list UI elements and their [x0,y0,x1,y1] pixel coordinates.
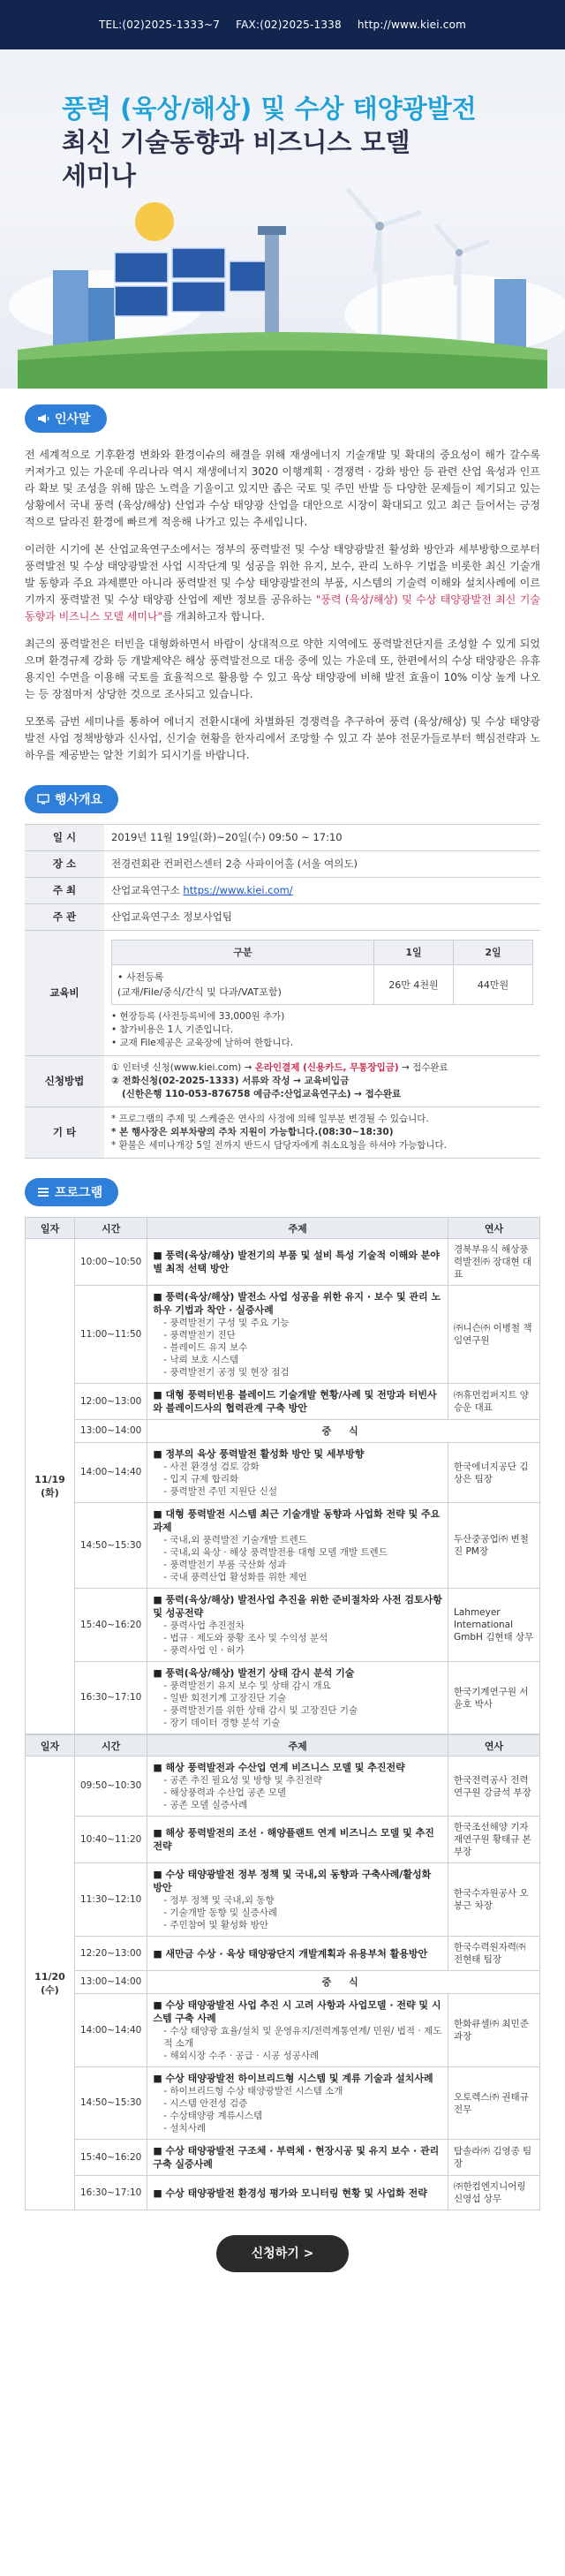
apply-method-row [25,1056,540,1107]
program-time: 11:30~12:10 [75,1863,147,1937]
program-speaker: Lahmeyer International GmbH 김현태 상무 [448,1589,540,1662]
program-topic-item: - 국내 풍력산업 활성화를 위한 제언 [163,1572,307,1583]
program-topic [147,1239,448,1286]
program-speaker: ㈜한컴엔지니어링 신영섭 상무 [448,2176,540,2210]
program-row [26,1503,540,1589]
program-topic-item: - 사전 환경성 검토 강화 [163,1462,260,1472]
fee-note-2: • 참가비용은 1人 기준입니다. [111,1024,234,1035]
program-row [26,1937,540,1971]
place-row [25,851,540,878]
date-row [25,825,540,851]
list-icon [37,1186,49,1198]
program-time: 14:00~14:40 [75,1443,147,1503]
program-topic-item: - 국내,외 풍력발전 기술개발 트렌드 [163,1535,307,1545]
fee-table [111,940,533,1005]
program-section [0,1159,565,2272]
program-time: 16:30~17:10 [75,2176,147,2210]
program-speaker: 한국에너지공단 김상은 팀장 [448,1443,540,1503]
hero-title-line1: 풍력 (육상/해상) 및 수상 태양광발전 [62,94,477,124]
col-speaker: 연사 [448,1218,540,1239]
seminar-highlight: "풍력 (육상/해상) 및 수상 태양광발전 최신 기술동향과 비즈니스 모델 세미나" [25,593,540,623]
program-topic-item: - 설치사례 [163,2123,207,2134]
date-header: 일 시 [25,825,104,851]
place-value: 전경련회관 컨퍼런스센터 2층 사파이어홀 (서울 여의도) [104,851,540,878]
greeting-paragraph-1: 전 세계적으로 기후환경 변화와 환경이슈의 해결을 위해 재생에너지 기술개발 및 확대의 중요성이 해가 갈수록 커져가고 있는 가운데 우리나라 역시 재생에너지 3020 이행계획 · 경쟁력 · 강화 방안 등 관련 산업 육성과 인프라 확보 및 조성을 위해 많은 노력을 기울이고 있지만 좁은 국토 및 주민 반발 등 다양한 문제들이 제기되고 있는 상황에서 국내 풍력 (육상/해상) 산업과 수상 태양광 산업을 대안으로 시장이 확대되고 있고 최근 들어서는 긍정적으로 달라진 환경에 빠르게 적응해 나가고 있는 추세입니다. [25,449,540,528]
program-topic-item: - 풍력사업 추진절차 [163,1620,245,1631]
program-topic [147,1384,448,1420]
overview-label: 행사개요 [25,785,118,813]
greeting-paragraph-3: 최근의 풍력발전은 터빈을 대형화하면서 바람이 상대적으로 약한 지역에도 풍력발전단지를 조성할 수 있게 되었으며 환경규제 강화 등 개발제약은 해상 풍력발전으로 대응 중에 있는 가운데 또, 한편에서의 수상 태양광은 유휴용지인 수면을 이용해 국토를 효율적으로 활용할 수 있고 육상 태양광에 비해 발전 효율이 10% 이상 높게 나오는 등 장점마저 상당한 것으로 조사되고 있습니다. [25,638,540,700]
lunch-time: 13:00~14:00 [75,1420,147,1443]
etc-row [25,1107,540,1159]
program-topic-item: - 정부 정책 및 국내,외 동향 [163,1895,275,1906]
col-speaker: 연사 [448,1735,540,1756]
program-row [26,1286,540,1384]
program-row [26,1662,540,1734]
program-time: 16:30~17:10 [75,1662,147,1734]
program-speaker: 한국수자원공사 오봉근 차장 [448,1863,540,1937]
program-topic-item: - 공존 모델 실증사례 [163,1800,248,1810]
program-label: 프로그램 [25,1178,118,1206]
program-time: 10:00~10:50 [75,1239,147,1286]
megaphone-icon [37,412,49,425]
program-time: 14:50~15:30 [75,1503,147,1589]
program-topic [147,1756,448,1817]
fee-col-2day: 2일 [454,941,533,965]
program-row [26,1239,540,1286]
program-topic-item: - 주민참여 및 활성화 방안 [163,1920,268,1930]
etc-value [104,1107,540,1159]
etc-note-2: * 본 행사장은 외부차량의 주차 지원이 가능합니다.(08:30~18:30) [111,1127,394,1137]
program-time: 12:00~13:00 [75,1384,147,1420]
hero-title [62,92,521,193]
lunch-time: 13:00~14:00 [75,1971,147,1994]
program-topic [147,2067,448,2140]
host-link[interactable]: https://www.kiei.com/ [183,884,293,896]
program-table-day1 [25,1217,540,1734]
program-topic-item: - 낙뢰 보호 시스템 [163,1355,239,1365]
program-speaker: 두산중공업㈜ 변철진 PM장 [448,1503,540,1589]
greeting-paragraph-4: 모쪼록 금번 세미나를 통하여 에너지 전환시대에 차별화된 경쟁력을 추구하여 풍력 (육상/해상) 및 수상 태양광발전 사업 정책방향과 신사업, 신기술 현황을 한자리에서 조망할 수 있고 각 분야 전문가들로부터 핵심전략과 노하우를 제공받는 알찬 기회가 되시기를 바랍니다. [25,715,540,761]
program-topic-item: - 풍력발전기 공정 및 현장 점검 [163,1367,290,1378]
program-row [26,2176,540,2210]
program-topic-item: - 풍력발전기 부품 국산화 성과 [163,1560,287,1570]
program-time: 14:00~14:40 [75,1994,147,2067]
program-row [26,1384,540,1420]
program-topic-item: - 기술개발 동향 및 실증사례 [163,1907,278,1918]
program-speaker: 오토렉스㈜ 권태규 전무 [448,2067,540,2140]
program-topic-title: ■ 대형 풍력터빈용 블레이드 기술개발 현황/사례 및 전망과 터빈사와 블레이드사의 협력관계 구축 방안 [153,1389,437,1414]
host-value: 산업교육연구소 https://www.kiei.com/ [104,878,540,904]
program-topic-item: - 일반 회전기계 고장진단 기술 [163,1693,287,1703]
fee-col-1day: 1일 [374,941,454,965]
program-topic-title: ■ 정부의 육상 풍력발전 활성화 방안 및 세부방향 [153,1448,365,1460]
program-topic [147,1286,448,1384]
program-time: 09:50~10:30 [75,1756,147,1817]
program-topic-item: - 풍력발전기를 위한 상태 감시 및 고장진단 기술 [163,1705,358,1716]
web-text[interactable]: http://www.kiei.com [357,19,467,31]
program-topic-item: - 블레이드 유지 보수 [163,1342,248,1353]
program-topic [147,1589,448,1662]
fee-2day-value: 44만원 [454,965,533,1005]
program-topic-item: - 해상풍력과 수산업 공존 모델 [163,1787,287,1798]
program-topic [147,1863,448,1937]
program-topic [147,1937,448,1971]
lunch-row [26,1971,540,1994]
overview-table [25,824,540,1159]
apply-phone: ② 전화신청(02-2025-1333) 서류와 작성 → 교육비입금 [111,1076,350,1086]
program-topic-title: ■ 해상 풍력발전과 수산업 연계 비즈니스 모델 및 추진전략 [153,1762,405,1773]
fee-note-1: • 현장등록 (사전등록비에 33,000원 추가) [111,1011,285,1022]
program-time: 11:00~11:50 [75,1286,147,1384]
apply-bank: (신한은행 110-053-876758 예금주:산업교육연구소) → 접수완료 [122,1089,402,1099]
program-topic-item: - 시스템 안전성 검증 [163,2098,248,2109]
hero-title-line3: 세미나 [62,161,137,191]
program-row [26,1756,540,1817]
program-topic [147,1662,448,1734]
program-day: 11/19 (화) [26,1239,75,1734]
fee-col-type: 구분 [112,941,374,965]
apply-online: ① 인터넷 신청(www.kiei.com) → 온라인결제 (신용카드, 무통장입금) → 접수완료 [111,1062,448,1073]
fee-value [104,931,540,1056]
col-day: 일자 [26,1735,75,1756]
col-time: 시간 [75,1735,147,1756]
program-speaker: 한국조선해양 기자재연구원 황태규 본부장 [448,1817,540,1863]
program-topic-item: - 입지 규제 합리화 [163,1474,239,1484]
program-topic-item: - 수상 태양광 효율/설치 및 운영유지/전력계통연계/ 민원/ 법적 · 제도적 소개 [163,2026,442,2049]
fee-note-3: • 교재 File제공은 교육장에 날하여 한합니다. [111,1038,294,1048]
program-time: 10:40~11:20 [75,1817,147,1863]
program-speaker: ㈜휴먼컴퍼지트 양승운 대표 [448,1384,540,1420]
etc-header: 기 타 [25,1107,104,1159]
greeting-label: 인사말 [25,404,107,433]
fee-row [25,931,540,1056]
program-row [26,1994,540,2067]
program-topic-title: ■ 풍력(육상/해상) 발전사업 추진을 위한 준비절차와 사전 검토사항 및 성공전략 [153,1594,442,1619]
lunch-label: 중 식 [147,1420,540,1443]
program-topic-title: ■ 수상 태양광발전 하이브리드형 시스템 및 계류 기술과 설치사례 [153,2073,433,2084]
organizer-header: 주 관 [25,904,104,931]
col-time: 시간 [75,1218,147,1239]
program-topic-item: - 수상태양광 계류시스템 [163,2111,263,2121]
program-speaker: 한화큐셀㈜ 최민준 과장 [448,1994,540,2067]
fee-item: • 사전등록 (교재/File/중식/간식 및 다과/VAT포함) [112,965,374,1005]
program-topic-item: - 풍력발전기 유지 보수 및 상태 감시 개요 [163,1681,331,1691]
fee-header: 교육비 [25,931,104,1056]
organizer-row [25,904,540,931]
program-topic-title: ■ 새만금 수상 · 육상 태양광단지 개발계획과 유용부처 활용방안 [153,1947,428,1960]
program-topic-title: ■ 풍력(육상/해상) 발전기 상태 감시 분석 기술 [153,1667,355,1679]
col-topic: 주제 [147,1735,448,1756]
program-topic [147,2140,448,2176]
greeting-paragraph-2: 이러한 시기에 본 산업교육연구소에서는 정부의 풍력발전 및 수상 태양광발전 활성화 방안과 세부방향으로부터 풍력발전 및 수상 태양광발전 사업 시작단계 및 성공을 위한 유지, 보수, 관리 노하우 기법을 비롯한 최신 기술개발 동향과 주요 과제뿐만 아니라 풍력발전 및 수상 태양광발전의 부품, 시스템의 기술력 이해와 설치사례에 이르기까지 풍력발전 및 수상 태양광 산업에 제반 정보를 공유하는 "풍력 (육상/해상) 및 수상 태양광발전 최신 기술동향과 비즈니스 모델 세미나"를 개최하고자 합니다. [25,543,540,623]
apply-method-header: 신청방법 [25,1056,104,1107]
fax-text: FAX:(02)2025-1338 [236,19,342,31]
etc-note-3: * 환불은 세미나개강 5일 전까지 반드시 담당자에게 취소요청을 하셔야 가능합니다. [111,1140,448,1151]
tel-text: TEL:(02)2025-1333~7 [98,19,221,31]
overview-section [0,764,565,1159]
program-speaker: 경북부유식 해상풍력발전㈜ 장대현 대표 [448,1239,540,1286]
program-topic-item: - 풍력발전기 구성 및 주요 기능 [163,1318,290,1328]
lunch-label: 중 식 [147,1971,540,1994]
program-row [26,2067,540,2140]
hero-banner [0,49,565,389]
program-speaker: 한국기계연구원 서윤호 박사 [448,1662,540,1734]
program-speaker: 탑솔라㈜ 김영종 팀장 [448,2140,540,2176]
place-header: 장 소 [25,851,104,878]
program-topic-title: ■ 수상 태양광발전 사업 추진 시 고려 사항과 사업모델 · 전략 및 시스템 구축 사례 [153,1999,441,2024]
program-row [26,1817,540,1863]
program-time: 15:40~16:20 [75,1589,147,1662]
program-topic-item: - 장기 데이터 경향 분석 기술 [163,1718,281,1728]
program-topic-item: - 법규 · 제도와 풍황 조사 및 수익성 분석 [163,1633,328,1643]
program-topic-item: - 국내,외 육상 · 해상 풍력발전용 대형 모델 개발 트렌드 [163,1547,388,1558]
apply-method-value [104,1056,540,1107]
fee-1day-value: 26만 4천원 [374,965,454,1005]
program-topic-title: ■ 대형 풍력발전 시스템 최근 기술개발 동향과 사업화 전략 및 주요 과제 [153,1508,441,1533]
program-time: 15:40~16:20 [75,2140,147,2176]
program-topic-item: - 해외시장 수주 · 공급 · 시공 성공사례 [163,2051,320,2061]
program-topic [147,1503,448,1589]
top-contact-bar [0,0,565,49]
program-topic-item: - 풍력사업 인 · 허가 [163,1645,245,1656]
host-row [25,878,540,904]
program-topic-item: - 풍력발전 주민 지원단 신설 [163,1486,278,1497]
program-topic [147,2176,448,2210]
program-time: 14:50~15:30 [75,2067,147,2140]
program-topic-item: - 공존 추진 필요성 및 방향 및 추진전략 [163,1775,322,1786]
program-row [26,1443,540,1503]
program-speaker: ㈜니슨㈜ 이병철 책임연구원 [448,1286,540,1384]
program-speaker: 한국수력원자력㈜ 전현태 팀장 [448,1937,540,1971]
greeting-section [0,389,565,764]
host-header: 주 최 [25,878,104,904]
program-day: 11/20 (수) [26,1756,75,2210]
program-row [26,1863,540,1937]
program-topic-title: ■ 수상 태양광발전 정부 정책 및 국내,외 동향과 구축사례/활성화 방안 [153,1869,432,1893]
program-topic-title: ■ 수상 태양광발전 환경성 평가와 모니터링 현황 및 사업화 전략 [153,2187,427,2199]
program-topic-title: ■ 수상 태양광발전 구조체 · 부력체 · 현장시공 및 유지 보수 · 관리 구축 실증사례 [153,2145,440,2170]
date-value: 2019년 11월 19일(화)~20일(수) 09:50 ~ 17:10 [104,825,540,851]
program-topic [147,1817,448,1863]
program-topic-title: ■ 풍력(육상/해상) 발전기의 부품 및 설비 특성 기술적 이해와 분야별 최적 선택 방안 [153,1250,440,1274]
program-row [26,1589,540,1662]
program-topic-item: - 풍력발전기 진단 [163,1330,236,1341]
monitor-icon [37,793,49,805]
hero-title-line2: 최신 기술동향과 비즈니스 모델 [62,127,411,157]
lunch-row [26,1420,540,1443]
program-topic [147,1443,448,1503]
col-day: 일자 [26,1218,75,1239]
program-topic-item: - 하이브리드형 수상 태양광발전 시스템 소개 [163,2086,343,2096]
organizer-value: 산업교육연구소 정보사업팀 [104,904,540,931]
apply-button[interactable]: 신청하기 > [216,2235,349,2272]
program-row [26,2140,540,2176]
program-topic [147,1994,448,2067]
program-topic-title: ■ 해상 풍력발전의 조선 · 해양플랜트 연계 비즈니스 모델 및 추진전략 [153,1827,434,1852]
program-table-day2 [25,1734,540,2210]
col-topic: 주제 [147,1218,448,1239]
program-topic-title: ■ 풍력(육상/해상) 발전소 사업 성공을 위한 유지 · 보수 및 관리 노하우 기법과 착안 · 실증사례 [153,1291,441,1316]
program-time: 12:20~13:00 [75,1937,147,1971]
program-speaker: 한국전력공사 전력연구원 강금석 부장 [448,1756,540,1817]
etc-note-1: * 프로그램의 주제 및 스케줄은 연사의 사정에 의해 일부분 변경될 수 있습니다. [111,1114,429,1124]
